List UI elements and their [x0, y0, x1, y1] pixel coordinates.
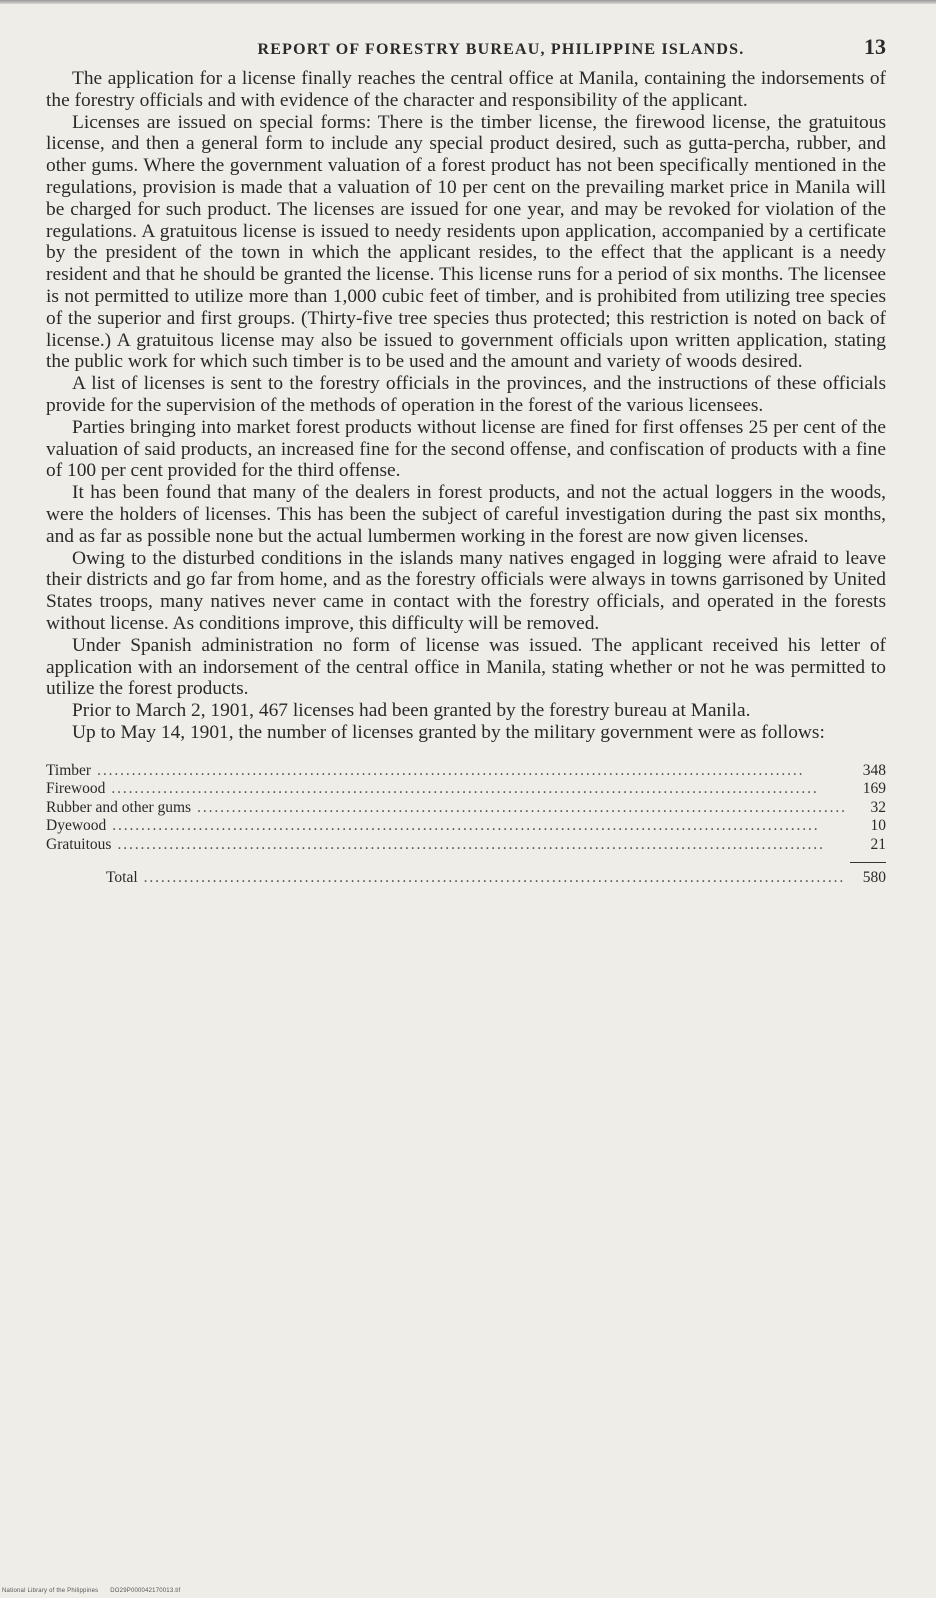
sum-rule [850, 862, 886, 863]
row-value: 10 [870, 817, 886, 835]
paragraph: The application for a license finally reaches the central office at Manila, containing the indorsements of the forestry officials and with evidence of the character and responsibility of the applicant. [46, 68, 886, 111]
row-label: Dyewood [46, 817, 107, 835]
dot-leader [112, 817, 844, 836]
license-table [46, 762, 886, 888]
total-value: 580 [862, 869, 886, 887]
row-label: Rubber and other gums [46, 798, 192, 816]
row-value: 169 [862, 780, 886, 798]
running-title: REPORT OF FORESTRY BUREAU, PHILIPPINE ISLANDS. [257, 41, 745, 58]
paragraph: It has been found that many of the dealers in forest products, and not the actual loggers in the woods, were the holders of licenses. This has been the subject of careful investigation during the past six months, and as far as possible none but the actual lumbermen working in the forest are now given licenses. [46, 482, 886, 547]
footer-source: National Library of the Philippines [2, 1588, 99, 1594]
paragraph: Up to May 14, 1901, the number of licenses granted by the military government were as follows: [72, 721, 825, 743]
body-text [46, 68, 886, 744]
row-label: Timber [46, 761, 92, 779]
top-edge-shadow [0, 0, 936, 4]
dot-leader [144, 869, 844, 888]
dot-leader [117, 836, 844, 855]
total-row [46, 869, 886, 888]
page-number: 13 [864, 34, 886, 59]
paragraph: A list of licenses is sent to the forestry officials in the provinces, and the instructions of these officials provide for the supervision of the methods of operation in the forest of the various licensees. [46, 373, 886, 416]
dot-leader [97, 762, 844, 781]
document-page [46, 34, 886, 888]
footer-id: DO29P000042170013.tif [110, 1588, 181, 1594]
row-label: Gratuitous [46, 835, 112, 853]
table-row [46, 762, 886, 781]
paragraph: Under Spanish administration no form of license was issued. The applicant received his letter of application with an indorsement of the central office in Manila, stating whether or not he was permitted to utilize the forest products. [46, 634, 886, 700]
row-value: 348 [862, 761, 886, 779]
table-row [46, 817, 886, 836]
table-row [46, 799, 886, 818]
paragraph: Parties bringing into market forest products without license are fined for first offenses 25 per cent of the valuation of said products, an increased fine for the second offense, and confiscation of products with a fine of 100 per cent provided for the third offense. [46, 416, 886, 482]
table-row [46, 836, 886, 855]
running-header [46, 34, 886, 68]
paragraph: Prior to March 2, 1901, 467 licenses had been granted by the forestry bureau at Manila. [72, 700, 751, 722]
dot-leader [197, 799, 844, 818]
row-value: 21 [870, 835, 886, 853]
paragraph: Licenses are issued on special forms: There is the timber license, the firewood license, the gratuitous license, and then a general form to include any special product desired, such as gutta-percha, rubber, and other gums. Where the government valuation of a forest product has not been specifically mentioned in the regulations, provision is made that a valuation of 10 per cent on the prevailing market price in Manila will be charged for such product. The licenses are issued for one year, and may be revoked for violation of the regulations. A gratuitous license is issued to needy residents upon application, accompanied by a certificate by the president of the town in which the applicant resides, to the effect that the applicant is a needy resident and that he should be granted the license. This license runs for a period of six months. The licensee is not permitted to utilize more than 1,000 cubic feet of timber, and is prohibited from utilizing tree species of the superior and first groups. (Thirty-five tree species thus protected; this restriction is noted on back of license.) A gratuitous license may also be issued to government officials upon written application, stating the public work for which such timber is to be used and the amount and variety of woods desired. [46, 111, 886, 373]
paragraph: Owing to the disturbed conditions in the islands many natives engaged in logging were afraid to leave their districts and go far from home, and as the forestry officials were always in towns garrisoned by United States troops, many natives never came in contact with the forestry officials, and operated in the forests without license. As conditions improve, this difficulty will be removed. [46, 547, 886, 634]
scan-footer [2, 1588, 191, 1594]
total-label: Total [106, 869, 138, 887]
table-row [46, 780, 886, 799]
dot-leader [111, 780, 844, 799]
row-value: 32 [870, 798, 886, 816]
row-label: Firewood [46, 780, 106, 798]
